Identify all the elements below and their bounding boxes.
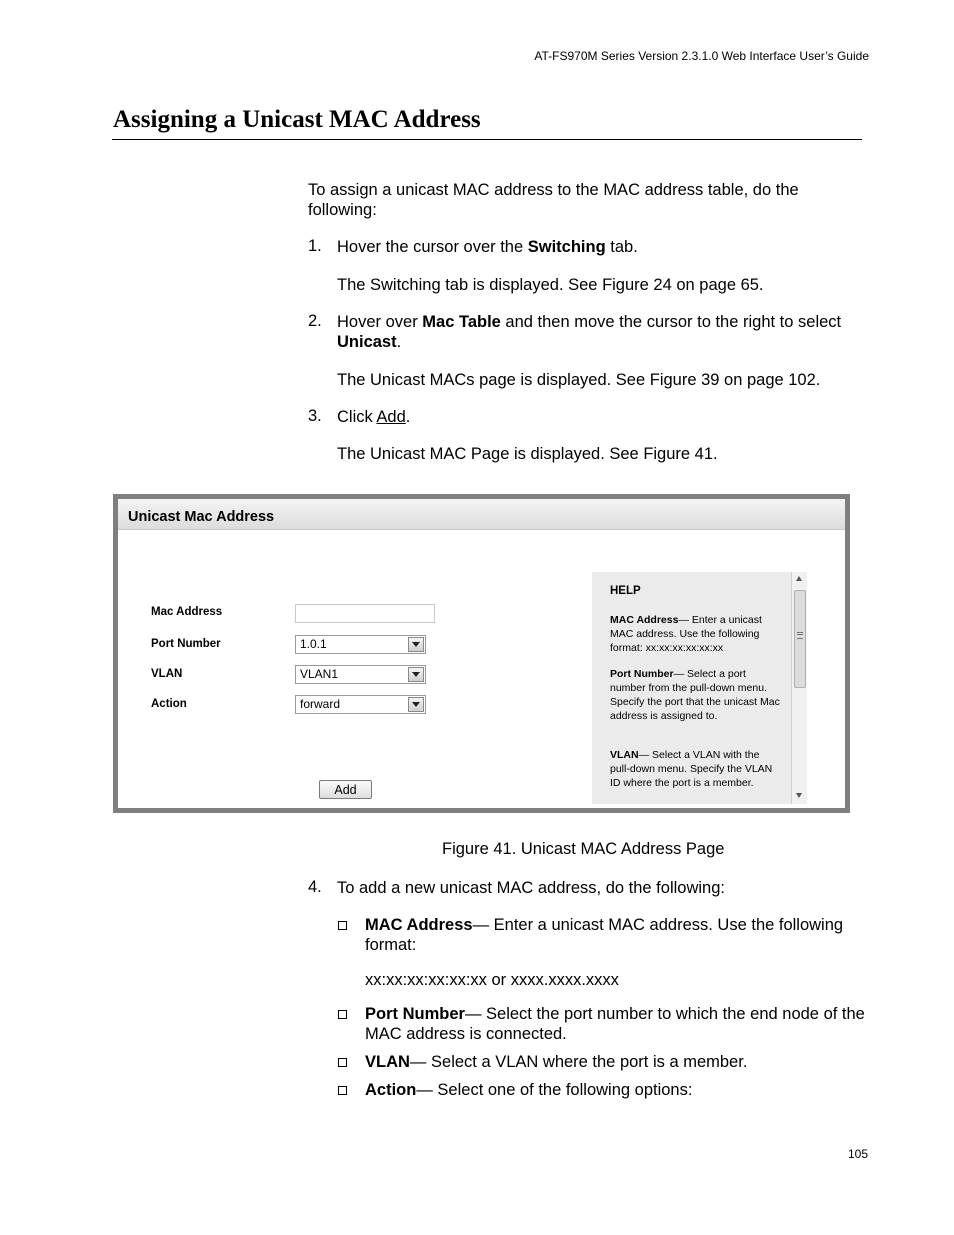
mac-address-input[interactable]	[295, 604, 435, 623]
action-value: forward	[300, 697, 341, 711]
grip-icon	[797, 632, 803, 639]
vlan-select[interactable]	[295, 665, 426, 684]
form-title-bar	[118, 499, 845, 530]
port-number-select[interactable]	[295, 635, 426, 654]
action-label: Action	[151, 698, 187, 710]
chevron-down-icon[interactable]	[408, 667, 424, 682]
step-4-text: To add a new unicast MAC address, do the following:	[337, 879, 725, 897]
add-link[interactable]: Add	[376, 408, 406, 426]
step-number: 3.	[308, 407, 322, 425]
checkbox-bullet-icon	[338, 1086, 347, 1095]
bullet-port-number: Port Number— Select the port number to which the end node of the MAC address is connected.	[365, 1005, 865, 1043]
port-number-value: 1.0.1	[300, 637, 327, 651]
bullet-action: Action— Select one of the following options:	[365, 1081, 693, 1099]
bullet-vlan: VLAN— Select a VLAN where the port is a member.	[365, 1053, 748, 1071]
mac-address-label: Mac Address	[151, 606, 223, 618]
step-number: 1.	[308, 237, 322, 255]
running-header: AT-FS970M Series Version 2.3.1.0 Web Interface User’s Guide	[534, 49, 869, 63]
section-title: Assigning a Unicast MAC Address	[113, 106, 481, 133]
action-select[interactable]	[295, 695, 426, 714]
help-item-vlan: VLAN— Select a VLAN with the pull-down menu. Specify the VLAN ID where the port is a member.	[610, 749, 773, 789]
step-1-result: The Switching tab is displayed. See Figure 24 on page 65.	[337, 276, 764, 294]
form-title: Unicast Mac Address	[128, 509, 275, 525]
step-3-result: The Unicast MAC Page is displayed. See Figure 41.	[337, 445, 718, 463]
scroll-thumb[interactable]	[794, 590, 806, 688]
bullet-mac-address: MAC Address— Enter a unicast MAC address. Use the following format:	[365, 916, 844, 954]
checkbox-bullet-icon	[338, 1058, 347, 1067]
help-panel	[592, 572, 791, 804]
step-1-text: Hover the cursor over the Switching tab.	[337, 238, 638, 256]
step-number: 4.	[308, 878, 322, 896]
vlan-value: VLAN1	[300, 667, 339, 681]
unicast-mac-form	[118, 499, 845, 808]
step-number: 2.	[308, 312, 322, 330]
help-item-mac-address: MAC Address— Enter a unicast MAC address. Use the following format: xx:xx:xx:xx:xx:xx	[610, 614, 762, 654]
figure-caption: Figure 41. Unicast MAC Address Page	[442, 840, 725, 858]
title-rule	[112, 139, 862, 140]
checkbox-bullet-icon	[338, 1010, 347, 1019]
help-title: HELP	[610, 585, 641, 597]
help-scrollbar[interactable]	[791, 572, 807, 804]
port-number-label: Port Number	[151, 638, 221, 650]
scroll-down-icon[interactable]	[796, 793, 802, 798]
chevron-down-icon[interactable]	[408, 637, 424, 652]
chevron-down-icon[interactable]	[408, 697, 424, 712]
vlan-label: VLAN	[151, 668, 183, 680]
step-3-text: Click Add.	[337, 408, 411, 426]
format-example: xx:xx:xx:xx:xx:xx or xxxx.xxxx.xxxx	[365, 971, 619, 989]
intro-paragraph: To assign a unicast MAC address to the MAC address table, do the following:	[308, 181, 799, 219]
checkbox-bullet-icon	[338, 921, 347, 930]
help-item-port-number: Port Number— Select a port number from the pull-down menu. Specify the port that the unicast Mac address is assigned to.	[610, 668, 780, 722]
step-2-result: The Unicast MACs page is displayed. See Figure 39 on page 102.	[337, 371, 821, 389]
add-button[interactable]: Add	[319, 780, 372, 799]
step-2-text: Hover over Mac Table and then move the cursor to the right to select Unicast.	[337, 313, 842, 351]
figure-screenshot	[113, 494, 850, 813]
scroll-up-icon[interactable]	[796, 576, 802, 581]
page-number: 105	[847, 1147, 868, 1161]
